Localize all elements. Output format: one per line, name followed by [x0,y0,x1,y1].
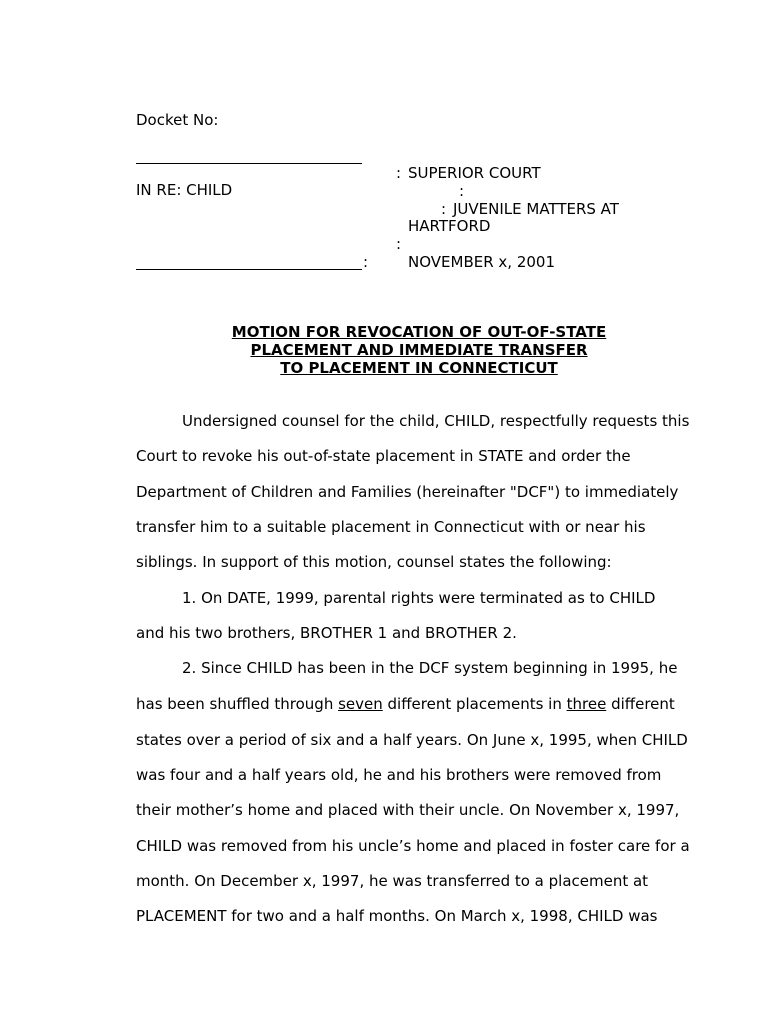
body-line-14: month. On December x, 1997, he was transferred to a placement at [136,872,649,890]
body-line-2: Court to revoke his out-of-state placement in STATE and order the [136,447,631,465]
body-line-5: siblings. In support of this motion, counsel states the following: [136,553,612,571]
emphasis-seven: seven [338,695,383,713]
caption-colon-4: : [396,235,402,253]
body-line-9 [136,695,675,713]
body-line-8: 2. Since CHILD has been in the DCF system beginning in 1995, he [182,659,678,677]
body-line-11: was four and a half years old, he and his brothers were removed from [136,766,662,784]
caption-division: JUVENILE MATTERS AT [453,200,619,218]
body-line-10: states over a period of six and a half years. On June x, 1995, when CHILD [136,731,688,749]
body-line-15: PLACEMENT for two and a half months. On March x, 1998, CHILD was [136,907,658,925]
body-line-3: Department of Children and Families (hereinafter "DCF") to immediately [136,483,679,501]
emphasis-three: three [566,695,607,713]
motion-title-line-3: TO PLACEMENT IN CONNECTICUT [280,359,558,377]
body-line-6: 1. On DATE, 1999, parental rights were terminated as to CHILD [182,589,656,607]
motion-title-line-2: PLACEMENT AND IMMEDIATE TRANSFER [250,341,588,359]
body-line-1: Undersigned counsel for the child, CHILD, respectfully requests this [182,412,690,430]
body-line-9-part-1: has been shuffled through [136,695,339,713]
caption-colon-3: : [441,200,447,218]
body-line-9-part-2: different placements in [382,695,567,713]
caption-top-rule [136,163,362,164]
body-line-7: and his two brothers, BROTHER 1 and BROTHER 2. [136,624,517,642]
caption-bottom-colon: : [363,253,369,271]
caption-colon-2: : [459,182,465,200]
caption-in-re: IN RE: CHILD [136,181,233,199]
docket-label: Docket No: [136,111,219,129]
body-line-12: their mother’s home and placed with their uncle. On November x, 1997, [136,801,680,819]
body-line-4: transfer him to a suitable placement in Connecticut with or near his [136,518,646,536]
caption-date: NOVEMBER x, 2001 [408,253,555,271]
body-line-9-part-3: different [606,695,675,713]
caption-location: HARTFORD [408,217,491,235]
body-line-13: CHILD was removed from his uncle’s home and placed in foster care for a [136,837,690,855]
caption-court: SUPERIOR COURT [408,164,541,182]
caption-bottom-rule [136,269,362,270]
motion-title-line-1: MOTION FOR REVOCATION OF OUT-OF-STATE [231,323,607,341]
caption-colon-1: : [396,164,402,182]
